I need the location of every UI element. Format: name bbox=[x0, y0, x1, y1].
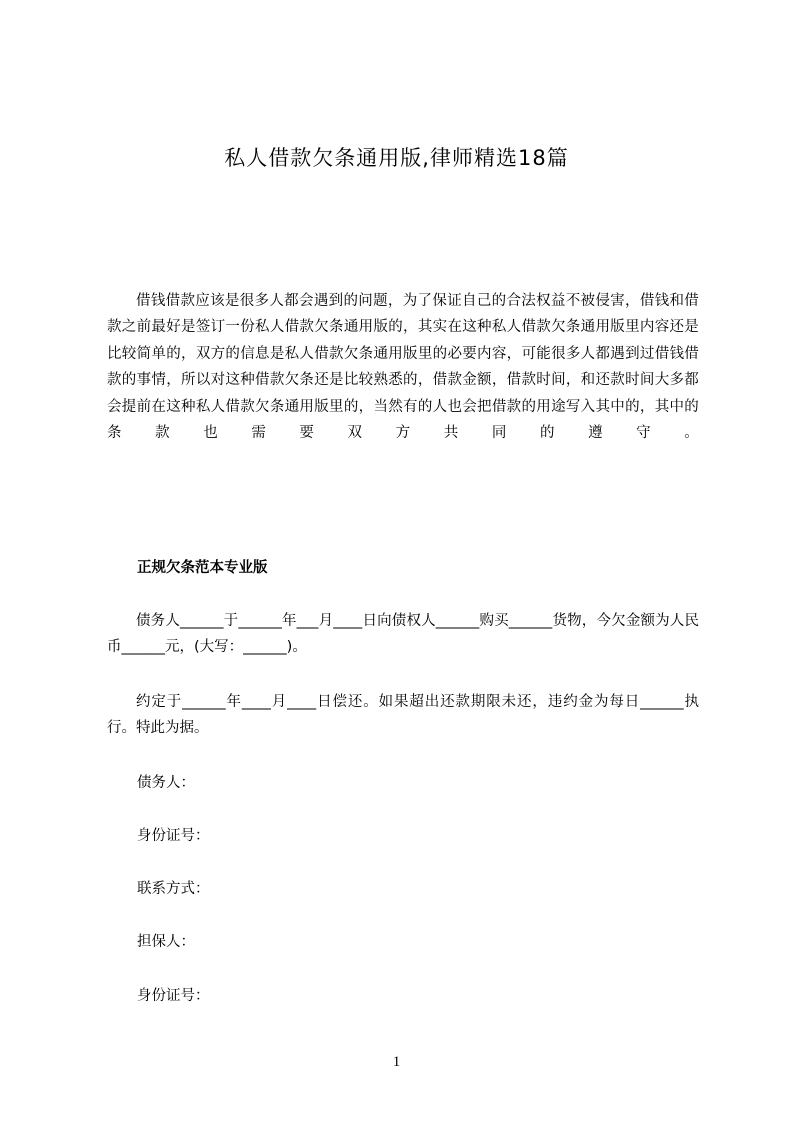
id-number-label-debtor: 身份证号： bbox=[137, 828, 210, 844]
contract-paragraph-purchase: 债务人______于______年___月____日向债权人______购买______货物，今欠金额为人民币______元，(大写：______)。 bbox=[107, 613, 699, 656]
page-number: 1 bbox=[392, 1054, 401, 1070]
debtor-label: 债务人： bbox=[137, 775, 195, 791]
section-heading: 正规欠条范本专业版 bbox=[137, 560, 268, 576]
intro-paragraph: 借钱借款应该是很多人都会遇到的问题，为了保证自己的合法权益不被侵害，借钱和借款之前最好是签订一份私人借款欠条通用版的，其实在这种私人借款欠条通用版里内容还是比较简单的，双方的信息是私人借款欠条通用版里的必要内容，可能很多人都遇到过借钱借款的事情，所以对这种借款欠条还是比较熟悉的，借款金额，借款时间，和还款时间大多都会提前在这种私人借款欠条通用版里的，当然有的人也会把借款的用途写入其中的，其中的条款也需要双方共同的遵守。 bbox=[107, 293, 699, 442]
contract-paragraph-repayment: 约定于______年____月____日偿还。如果超出还款期限未还，违约金为每日______执行。特此为据。 bbox=[107, 694, 699, 737]
document-title: 私人借款欠条通用版,律师精选18篇 bbox=[224, 146, 569, 170]
id-number-label-guarantor: 身份证号： bbox=[137, 988, 210, 1004]
guarantor-label: 担保人： bbox=[137, 934, 195, 950]
contact-label: 联系方式： bbox=[137, 881, 210, 897]
